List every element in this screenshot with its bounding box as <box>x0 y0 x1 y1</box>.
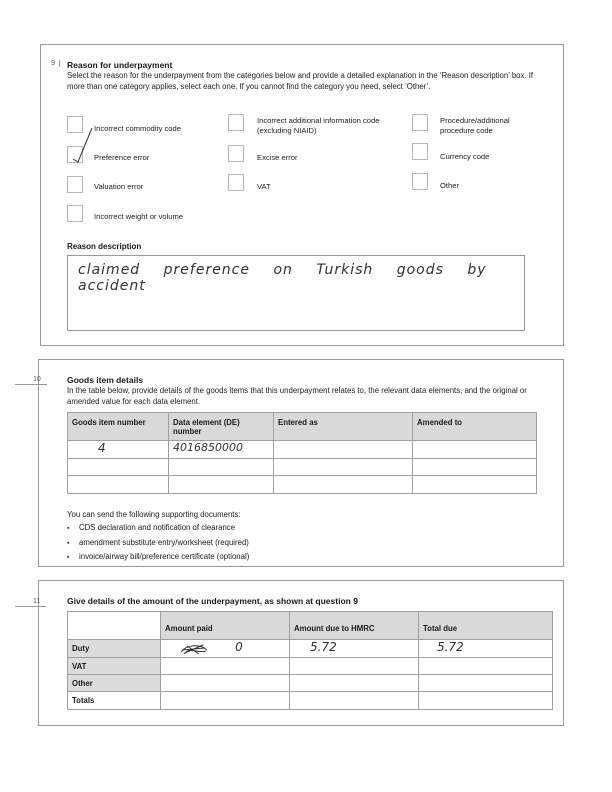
checkbox-label: Preference error <box>94 153 150 162</box>
checkbox-procedure-code[interactable] <box>412 114 428 131</box>
column-header <box>68 612 161 640</box>
amended-to-cell[interactable] <box>413 476 537 494</box>
amount-due-cell[interactable] <box>290 658 419 675</box>
table-row <box>68 441 537 459</box>
goods-item-number-cell[interactable]: 4 <box>68 441 169 459</box>
checkbox-incorrect-weight-or-volume[interactable] <box>67 205 83 222</box>
total-due-cell[interactable] <box>419 692 553 710</box>
amount-paid-cell[interactable] <box>161 675 290 692</box>
goods-item-number-cell[interactable] <box>68 476 169 494</box>
table-row <box>68 459 537 476</box>
row-label: VAT <box>68 658 161 675</box>
question-number: 9 <box>51 60 60 67</box>
supporting-documents-intro: You can send the following supporting documents: <box>67 510 241 519</box>
total-due-cell[interactable]: 5.72 <box>419 640 553 658</box>
list-item: ▪ CDS declaration and notification of clearance <box>67 521 249 536</box>
checkbox-preference-error[interactable] <box>67 146 83 163</box>
checkbox-incorrect-additional-information-code[interactable] <box>228 114 244 131</box>
column-header: Total due <box>419 612 553 640</box>
total-due-cell[interactable] <box>419 658 553 675</box>
question-number: 10 <box>15 376 47 385</box>
entered-as-cell[interactable] <box>274 459 413 476</box>
checkbox-label: Incorrect commodity code <box>94 124 181 133</box>
amount-due-cell[interactable] <box>290 675 419 692</box>
section-underpayment-amount <box>33 580 564 726</box>
underpayment-table <box>67 611 553 710</box>
goods-item-number-cell[interactable] <box>68 459 169 476</box>
table-row <box>68 640 553 658</box>
section-goods-item-details <box>33 359 564 567</box>
checkbox-incorrect-commodity-code[interactable] <box>67 116 83 133</box>
section-title: Reason for underpayment <box>67 60 173 70</box>
checkbox-label: Procedure/additional procedure code <box>440 116 510 135</box>
amount-paid-value: 0 <box>235 640 243 654</box>
goods-items-table <box>67 412 537 494</box>
checkbox-label: Excise error <box>257 153 298 162</box>
checkbox-label: VAT <box>257 182 271 191</box>
row-label: Other <box>68 675 161 692</box>
reason-description-label: Reason description <box>67 242 142 251</box>
amount-due-cell[interactable]: 5.72 <box>290 640 419 658</box>
total-due-cell[interactable] <box>419 675 553 692</box>
checkbox-label: Valuation error <box>94 182 144 191</box>
column-header: Amended to <box>413 413 537 441</box>
checkbox-label: Currency code <box>440 152 490 161</box>
entered-as-cell[interactable] <box>274 476 413 494</box>
checkbox-label: Other <box>440 181 459 190</box>
de-number-cell[interactable]: 4016850000 <box>169 441 274 459</box>
section-instructions: Select the reason for the underpayment from the categories below and provide a detailed explanation in the ‘Reason description’ box. If more than one category applies, select each one. If you cannot find the category you need, select ‘Other’. <box>67 71 534 91</box>
checkbox-valuation-error[interactable] <box>67 176 83 193</box>
table-row <box>68 675 553 692</box>
reason-description-field[interactable] <box>67 255 525 331</box>
column-header: Entered as <box>274 413 413 441</box>
table-row <box>68 476 537 494</box>
list-item: ▪ invoice/airway bill/preference certificate (optional) <box>67 550 249 565</box>
column-header: Amount due to HMRC <box>290 612 419 640</box>
row-label: Duty <box>68 640 161 658</box>
checkbox-other[interactable] <box>412 173 428 190</box>
column-header: Data element (DE) number <box>169 413 274 441</box>
amount-paid-cell[interactable] <box>161 658 290 675</box>
section-reason-for-underpayment <box>40 44 564 346</box>
de-number-cell[interactable] <box>169 459 274 476</box>
amended-to-cell[interactable] <box>413 441 537 459</box>
question-number: 11 <box>15 598 46 607</box>
checkbox-label: Incorrect weight or volume <box>94 212 184 221</box>
crossed-out-scribble-icon <box>179 642 209 656</box>
checkbox-currency-code[interactable] <box>412 143 428 160</box>
amount-due-cell[interactable] <box>290 692 419 710</box>
section-title: Give details of the amount of the underpayment, as shown at question 9 <box>67 596 358 606</box>
checkbox-label: Incorrect additional information code (excluding NIAID) <box>257 116 380 135</box>
checkbox-excise-error[interactable] <box>228 145 244 162</box>
entered-as-cell[interactable] <box>274 441 413 459</box>
amount-paid-cell[interactable] <box>161 692 290 710</box>
row-label: Totals <box>68 692 161 710</box>
de-number-cell[interactable] <box>169 476 274 494</box>
amount-paid-cell[interactable] <box>161 640 290 658</box>
table-row <box>68 658 553 675</box>
section-title: Goods item details <box>67 375 144 385</box>
reason-description-value: claimed preference on Turkish goods by accident <box>78 262 487 294</box>
supporting-documents-list <box>67 521 249 565</box>
column-header: Amount paid <box>161 612 290 640</box>
amended-to-cell[interactable] <box>413 459 537 476</box>
list-item: ▪ amendment substitute entry/worksheet (required) <box>67 536 249 551</box>
checkbox-vat[interactable] <box>228 174 244 191</box>
column-header: Goods item number <box>68 413 169 441</box>
section-instructions: In the table below, provide details of the goods items that this underpayment relates to, the relevant data elements, and the original or amended value for each data element. <box>67 386 527 406</box>
table-row <box>68 692 553 710</box>
